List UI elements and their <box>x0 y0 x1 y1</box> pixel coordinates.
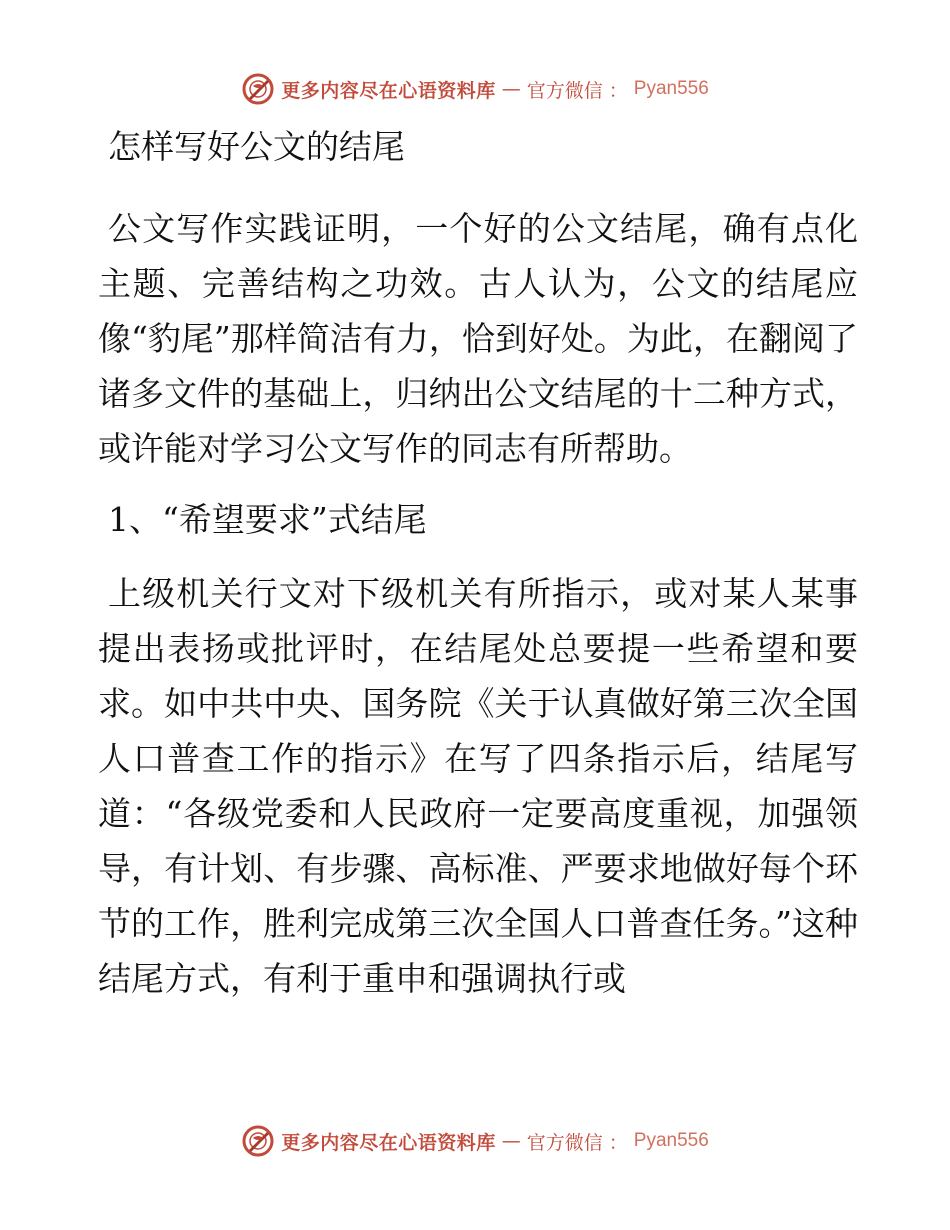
watermark-header <box>0 72 950 106</box>
brand-logo-icon <box>241 72 275 106</box>
section-heading-1: 1、“希望要求”式结尾 <box>108 500 427 539</box>
watermark-wechat-label: 官方微信 <box>526 79 603 102</box>
watermark-footer <box>0 1124 950 1158</box>
watermark-site-name: 更多内容尽在心语资料库 <box>281 79 496 102</box>
watermark-site-name: 更多内容尽在心语资料库 <box>281 1131 496 1154</box>
document-body <box>98 123 858 1026</box>
watermark-wechat-label: 官方微信 <box>526 1131 603 1154</box>
watermark-dash: — <box>501 78 521 100</box>
intro-text: 公文写作实践证明，一个好的公文结尾，确有点化主题、完善结构之功效。古人认为，公文的结尾应像“豹尾”那样简洁有力，恰到好处。为此，在翻阅了诸多文件的基础上，归纳出公文结尾的十二种方式，或许能对学习公文写作的同志有所帮助。 <box>98 209 858 468</box>
watermark-colon: ： <box>608 79 628 102</box>
watermark-wechat-id: Pyan556 <box>633 78 709 99</box>
section-paragraph-1 <box>98 566 858 1006</box>
watermark-wechat-id: Pyan556 <box>633 1130 709 1151</box>
watermark-colon: ： <box>608 1131 628 1154</box>
document-title: 怎样写好公文的结尾 <box>108 127 405 166</box>
intro-paragraph <box>98 201 858 476</box>
section-text-1: 上级机关行文对下级机关有所指示，或对某人某事提出表扬或批评时，在结尾处总要提一些希望和要求。如中共中央、国务院《关于认真做好第三次全国人口普查工作的指示》在写了四条指示后，结尾写道：“各级党委和人民政府一定要高度重视，加强领导，有计划、有步骤、高标准、严要求地做好每个环节的工作，胜利完成第三次全国人口普查任务。”这种结尾方式，有利于重申和强调执行或 <box>98 574 858 998</box>
brand-logo-icon <box>241 1124 275 1158</box>
watermark-dash: — <box>501 1130 521 1152</box>
